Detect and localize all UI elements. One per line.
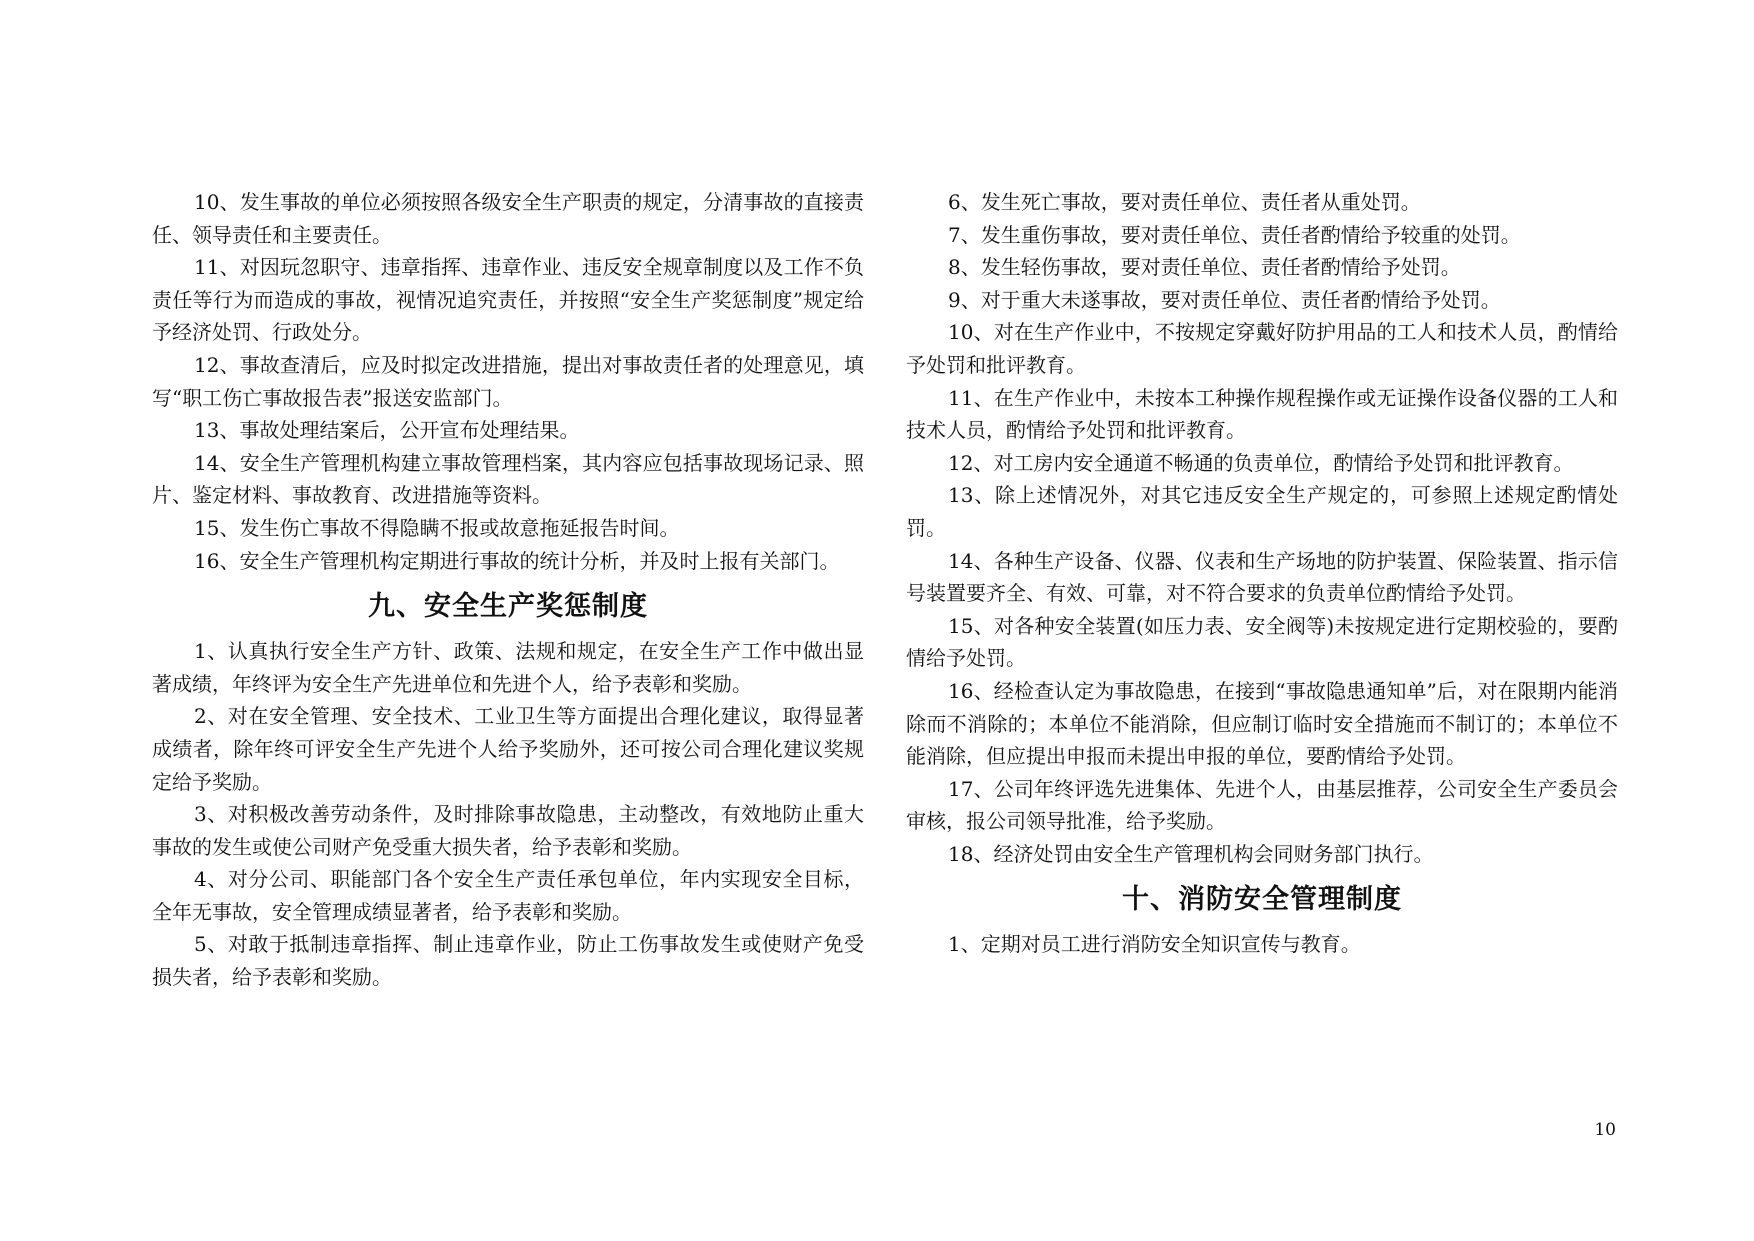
- paragraph: 18、经济处罚由安全生产管理机构会同财务部门执行。: [948, 841, 1434, 866]
- right-column: [906, 186, 1618, 961]
- paragraph: 11、对因玩忽职守、违章指挥、违章作业、违反安全规章制度以及工作不负责任等行为而造成的事故，视情况追究责任，并按照“安全生产奖惩制度”规定给予经济处罚、行政处分。: [152, 255, 864, 345]
- paragraph: 4、对分公司、职能部门各个安全生产责任承包单位，年内实现安全目标，全年无事故，安全管理成绩显著者，给予表彰和奖励。: [152, 867, 864, 924]
- paragraph: 14、各种生产设备、仪器、仪表和生产场地的防护装置、保险装置、指示信号装置要齐全、有效、可靠，对不符合要求的负责单位酌情给予处罚。: [906, 548, 1618, 606]
- paragraph: 10、发生事故的单位必须按照各级安全生产职责的规定，分清事故的直接责任、领导责任和主要责任。: [152, 190, 864, 247]
- paragraph: 1、认真执行安全生产方针、政策、法规和规定，在安全生产工作中做出显著成绩，年终评为安全生产先进单位和先进个人，给予表彰和奖励。: [152, 639, 864, 696]
- paragraph: 15、对各种安全装置(如压力表、安全阀等)未按规定进行定期校验的，要酌情给予处罚。: [906, 613, 1618, 671]
- paragraph: 2、对在安全管理、安全技术、工业卫生等方面提出合理化建议，取得显著成绩者，除年终可评安全生产先进个人给予奖励外，还可按公司合理化建议奖规定给予奖励。: [152, 704, 864, 794]
- paragraph: 8、发生轻伤事故，要对责任单位、责任者酌情给予处罚。: [948, 255, 1461, 280]
- paragraph: 3、对积极改善劳动条件，及时排除事故隐患，主动整改，有效地防止重大事故的发生或使公司财产免受重大损失者，给予表彰和奖励。: [152, 802, 864, 859]
- paragraph: 10、对在生产作业中，不按规定穿戴好防护用品的工人和技术人员，酌情给予处罚和批评教育。: [906, 320, 1618, 377]
- paragraph: 1、定期对员工进行消防安全知识宣传与教育。: [948, 932, 1361, 957]
- paragraph: 13、除上述情况外，对其它违反安全生产规定的，可参照上述规定酌情处罚。: [906, 483, 1618, 540]
- paragraph: 11、在生产作业中，未按本工种操作规程操作或无证操作设备仪器的工人和技术人员，酌情给予处罚和批评教育。: [906, 385, 1618, 443]
- paragraph: 14、安全生产管理机构建立事故管理档案，其内容应包括事故现场记录、照片、鉴定材料、事故教育、改进措施等资料。: [152, 450, 864, 508]
- paragraph: 6、发生死亡事故，要对责任单位、责任者从重处罚。: [948, 190, 1421, 214]
- paragraph: 12、对工房内安全通道不畅通的负责单位，酌情给予处罚和批评教育。: [948, 450, 1574, 475]
- page-number: 10: [1594, 1120, 1616, 1140]
- paragraph: 12、事故查清后，应及时拟定改进措施，提出对事故责任者的处理意见，填写“职工伤亡事故报告表”报送安监部门。: [152, 352, 864, 410]
- left-column: [152, 186, 864, 994]
- paragraph: 5、对敢于抵制违章指挥、制止违章作业，防止工伤事故发生或使财产免受损失者，给予表彰和奖励。: [152, 932, 864, 990]
- paragraph: 17、公司年终评选先进集体、先进个人，由基层推荐，公司安全生产委员会审核，报公司领导批准，给予奖励。: [906, 776, 1618, 834]
- paragraph: 15、发生伤亡事故不得隐瞒不报或故意拖延报告时间。: [194, 515, 680, 540]
- paragraph: 9、对于重大未遂事故，要对责任单位、责任者酌情给予处罚。: [948, 287, 1501, 312]
- paragraph: 7、发生重伤事故，要对责任单位、责任者酌情给予较重的处罚。: [948, 222, 1521, 247]
- paragraph: 16、经检查认定为事故隐患，在接到“事故隐患通知单”后，对在限期内能消除而不消除的；本单位不能消除，但应制订临时安全措施而不制订的；本单位不能消除，但应提出申报而未提出申报的单位，要酌情给予处罚。: [906, 678, 1618, 769]
- paragraph: 13、事故处理结案后，公开宣布处理结果。: [194, 418, 580, 443]
- section-heading-9: 九、安全生产奖惩制度: [368, 591, 648, 623]
- paragraph: 16、安全生产管理机构定期进行事故的统计分析，并及时上报有关部门。: [194, 548, 840, 573]
- section-heading-10: 十、消防安全管理制度: [1122, 884, 1402, 916]
